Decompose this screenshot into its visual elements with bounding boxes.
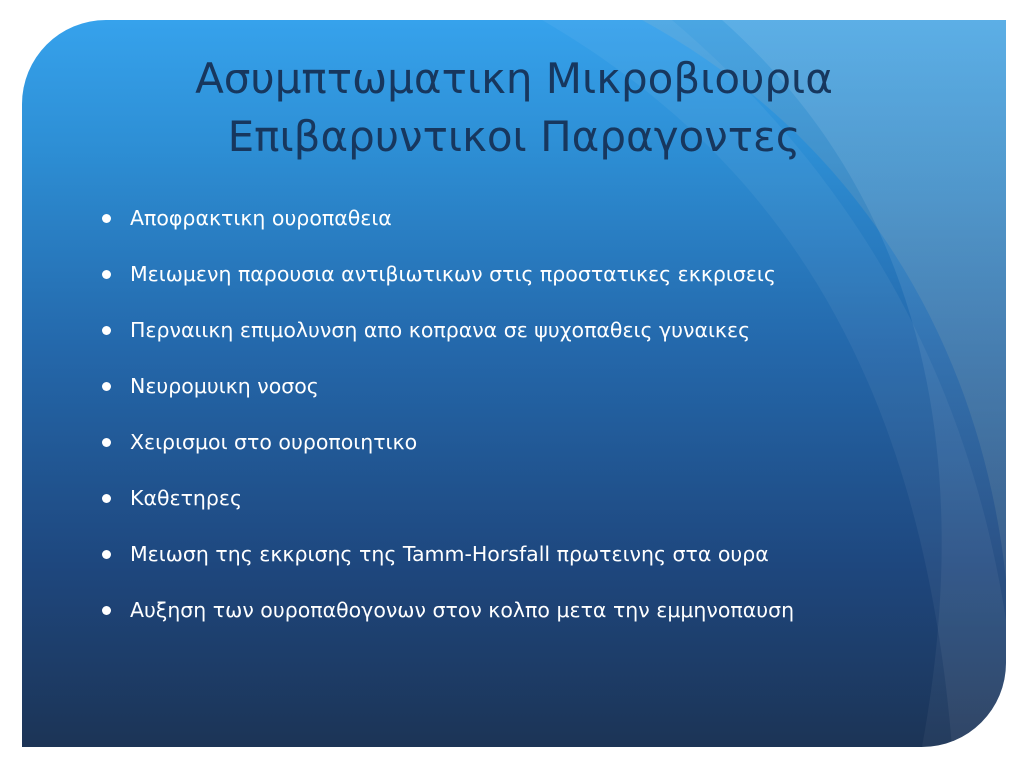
- bullet-dot-icon: [102, 494, 111, 503]
- title-line-1: Ασυμπτωματικη Μικροβιουρια: [195, 54, 833, 103]
- bullet-text: Περναιικη επιμολυνση απο κοπρανα σε ψυχοπαθεις γυναικες: [130, 318, 751, 342]
- bullet-list: [102, 206, 942, 654]
- bullet-item: [102, 374, 942, 399]
- slide-title: [62, 50, 966, 166]
- bullet-text: Μειωμενη παρουσια αντιβιωτικων στις προστατικες εκκρισεις: [130, 262, 776, 286]
- bullet-item: [102, 318, 942, 343]
- bullet-item: [102, 486, 942, 511]
- bullet-dot-icon: [102, 214, 111, 223]
- bullet-item: [102, 542, 942, 567]
- bullet-dot-icon: [102, 270, 111, 279]
- bullet-text: Χειρισμοι στο ουροποιητικο: [130, 430, 418, 454]
- bullet-dot-icon: [102, 550, 111, 559]
- bullet-dot-icon: [102, 438, 111, 447]
- bullet-text: Καθετηρες: [130, 486, 243, 510]
- bullet-text: Αποφρακτικη ουροπαθεια: [130, 206, 392, 230]
- bullet-text: Νευρομυικη νοσος: [130, 374, 319, 398]
- bullet-text: Αυξηση των ουροπαθογονων στον κολπο μετα την εμμηνοπαυση: [130, 598, 795, 622]
- bullet-dot-icon: [102, 326, 111, 335]
- bullet-item: [102, 206, 942, 231]
- bullet-dot-icon: [102, 606, 111, 615]
- slide-background-panel: [22, 20, 1006, 747]
- bullet-dot-icon: [102, 382, 111, 391]
- bullet-item: [102, 262, 942, 287]
- title-line-2: Επιβαρυντικοι Παραγοντες: [227, 112, 801, 161]
- bullet-text: Μειωση της εκκρισης της Tamm-Horsfall πρωτεινης στα ουρα: [130, 542, 769, 566]
- bullet-item: [102, 430, 942, 455]
- bullet-item: [102, 598, 942, 623]
